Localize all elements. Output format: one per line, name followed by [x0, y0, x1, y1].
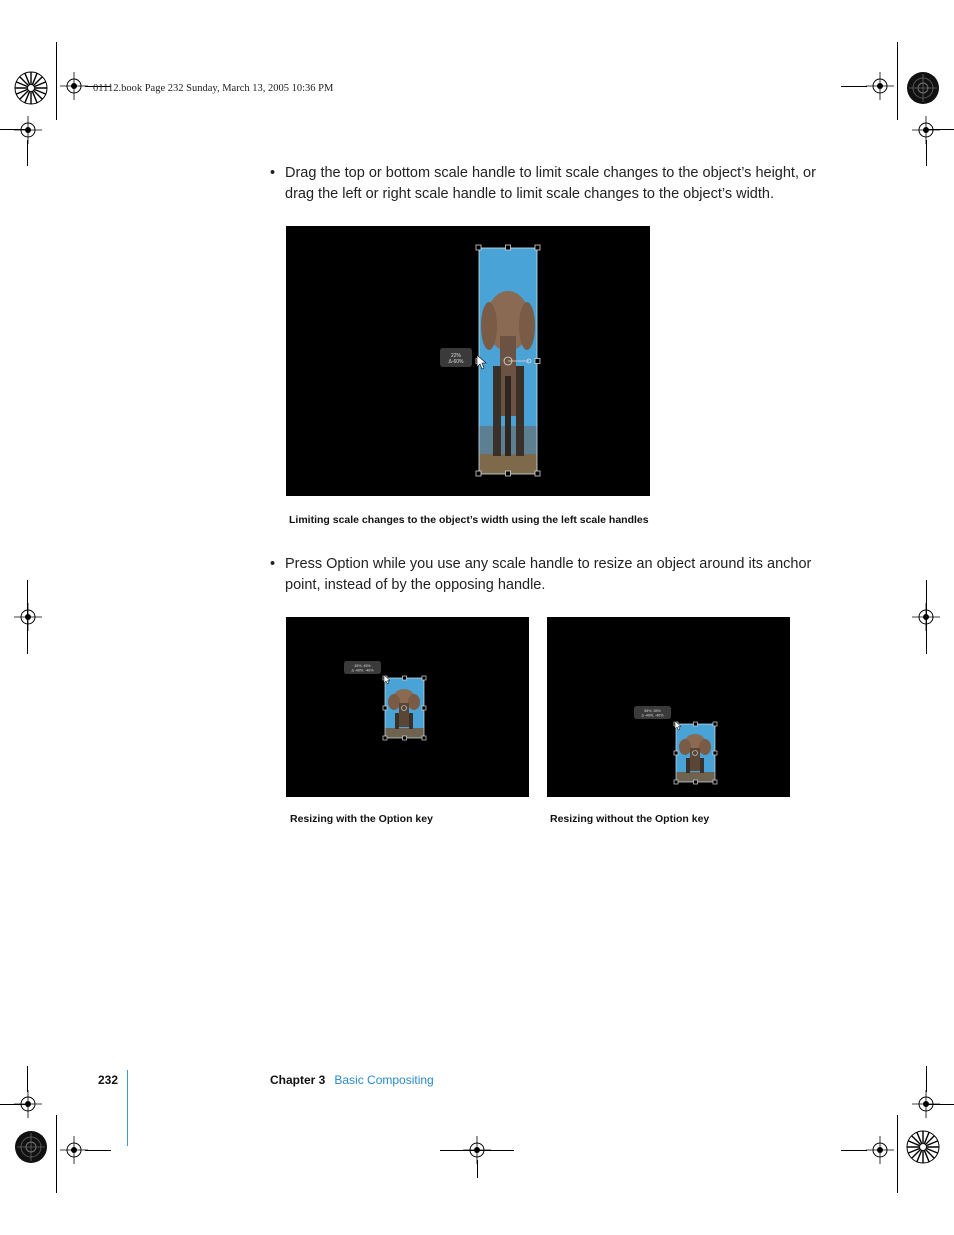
crop-line: [0, 129, 28, 130]
crosshair-icon: [866, 1136, 894, 1164]
key-name: Option: [326, 556, 369, 572]
crop-line: [897, 42, 898, 120]
crosshair-icon: [866, 72, 894, 100]
crop-line: [841, 1150, 867, 1151]
crop-line: [0, 1104, 28, 1105]
crop-line: [841, 86, 867, 87]
crop-line: [926, 580, 927, 654]
figure-caption: Limiting scale changes to the object’s width using the left scale handles: [289, 514, 649, 526]
crosshair-icon: [14, 116, 42, 144]
figure-width-scale-illustration: [286, 226, 650, 496]
crop-line: [56, 42, 57, 120]
crop-line: [926, 129, 954, 130]
footer-rule: [127, 1070, 128, 1146]
crop-line: [477, 1160, 478, 1178]
crop-line: [27, 140, 28, 166]
svg-text:Δ -40%, -40%: Δ -40%, -40%: [351, 668, 374, 673]
figure-with-option-illustration: [286, 617, 529, 797]
figure-width-scale: [286, 226, 650, 496]
bullet-text-scale-handles: Drag the top or bottom scale handle to limit scale changes to the object’s height, or drag the left or right scale handle to limit scale changes to the object’s width.: [285, 165, 816, 202]
svg-text:22%: 22%: [450, 353, 462, 359]
page-number: 232: [98, 1073, 119, 1087]
registration-disc-icon: [13, 1129, 49, 1165]
chapter-label: Chapter 3: [270, 1073, 326, 1087]
crop-line: [926, 1066, 927, 1092]
bullet-symbol: •: [270, 165, 276, 181]
figure-without-option: [547, 617, 790, 797]
crop-line: [440, 1150, 514, 1151]
chapter-title: Basic Compositing: [334, 1073, 434, 1087]
crop-line: [926, 1104, 954, 1105]
bullet-text-option-key: Press Option while you use any scale handle to resize an object around its anchor point, instead of by the opposing handle.: [285, 556, 812, 593]
crop-line: [926, 140, 927, 166]
crop-line: [897, 1115, 898, 1193]
figure-caption: Resizing with the Option key: [290, 813, 433, 825]
registration-disc-icon: [905, 70, 941, 106]
figure-caption: Resizing without the Option key: [550, 813, 710, 825]
bullet-symbol: •: [270, 556, 276, 572]
svg-text:Δ-60%: Δ-60%: [448, 359, 464, 365]
crosshair-icon: [14, 603, 42, 631]
svg-text:Δ -40%, -40%: Δ -40%, -40%: [641, 713, 664, 718]
print-header: 01112.book Page 232 Sunday, March 13, 2005 10:36 PM: [93, 83, 334, 94]
registration-starburst-icon: [905, 1129, 941, 1165]
svg-text:55%, 55%: 55%, 55%: [644, 709, 661, 713]
figure-with-option: [286, 617, 529, 797]
crop-line: [56, 1115, 57, 1193]
crop-line: [27, 1066, 28, 1092]
figure-without-option-illustration: [547, 617, 790, 797]
registration-starburst-icon: [13, 70, 49, 106]
chapter-reference: [270, 1073, 434, 1087]
svg-text:45%, 45%: 45%, 45%: [354, 664, 371, 668]
crosshair-icon: [60, 1136, 88, 1164]
crosshair-icon: [60, 72, 88, 100]
crop-line: [85, 1150, 111, 1151]
crop-line: [27, 580, 28, 654]
